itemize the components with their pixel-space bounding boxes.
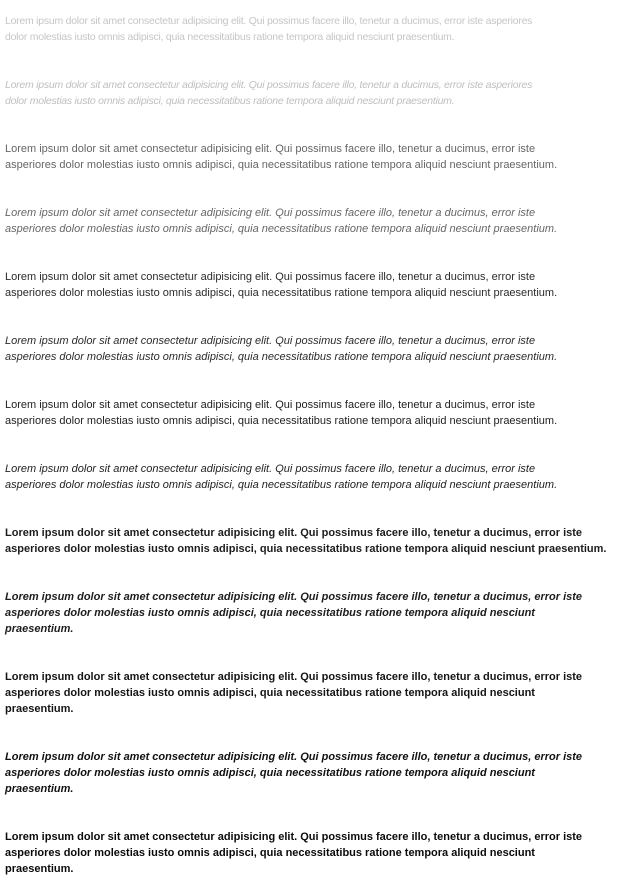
text-line: Lorem ipsum dolor sit amet consectetur adipisicing elit. Qui possimus facere illo, tenetur a ducimus, error iste (5, 399, 536, 411)
text-line: praesentium. (5, 783, 74, 795)
text-sample-medium-italic (5, 461, 557, 493)
text-sample-extrabold (5, 829, 582, 877)
text-line: Lorem ipsum dolor sit amet consectetur adipisicing elit. Qui possimus facere illo, tenetur a ducimus, error iste (5, 527, 583, 539)
text-line: praesentium. (5, 703, 74, 715)
text-line: dolor molestias iusto omnis adipisci, quia necessitatibus ratione tempora aliquid nesciunt praesentium. (5, 95, 455, 107)
text-line: asperiores dolor molestias iusto omnis adipisci, quia necessitatibus ratione tempora aliquid nesciunt (5, 847, 535, 859)
text-line: asperiores dolor molestias iusto omnis adipisci, quia necessitatibus ratione tempora aliquid nesciunt praesentium. (5, 351, 558, 363)
text-line: Lorem ipsum dolor sit amet consectetur adipisicing elit. Qui possimus facere illo, tenetur a ducimus, error iste (5, 335, 536, 347)
text-line: Lorem ipsum dolor sit amet consectetur adipisicing elit. Qui possimus facere illo, tenetur a ducimus, error iste asperiores (5, 15, 533, 27)
text-sample-regular-italic (5, 333, 557, 365)
text-line: asperiores dolor molestias iusto omnis adipisci, quia necessitatibus ratione tempora aliquid nesciunt (5, 607, 535, 619)
text-line: Lorem ipsum dolor sit amet consectetur adipisicing elit. Qui possimus facere illo, tenetur a ducimus, error iste asperiores (5, 79, 533, 91)
text-line: asperiores dolor molestias iusto omnis adipisci, quia necessitatibus ratione tempora aliquid nesciunt praesentium. (5, 223, 558, 235)
text-sample-bold (5, 669, 582, 717)
text-line: asperiores dolor molestias iusto omnis adipisci, quia necessitatibus ratione tempora aliquid nesciunt praesentium. (5, 415, 558, 427)
text-line: Lorem ipsum dolor sit amet consectetur adipisicing elit. Qui possimus facere illo, tenetur a ducimus, error iste (5, 143, 536, 155)
text-line: Lorem ipsum dolor sit amet consectetur adipisicing elit. Qui possimus facere illo, tenetur a ducimus, error iste (5, 271, 536, 283)
text-sample-semibold-italic (5, 589, 582, 637)
text-sample-thin-italic (5, 77, 532, 109)
text-line: asperiores dolor molestias iusto omnis adipisci, quia necessitatibus ratione tempora aliquid nesciunt (5, 767, 535, 779)
text-sample-light (5, 141, 557, 173)
text-line: dolor molestias iusto omnis adipisci, quia necessitatibus ratione tempora aliquid nesciunt praesentium. (5, 31, 455, 43)
text-sample-bold-italic (5, 749, 582, 797)
text-line: Lorem ipsum dolor sit amet consectetur adipisicing elit. Qui possimus facere illo, tenetur a ducimus, error iste (5, 671, 583, 683)
text-sample-medium (5, 397, 557, 429)
text-line: Lorem ipsum dolor sit amet consectetur adipisicing elit. Qui possimus facere illo, tenetur a ducimus, error iste (5, 463, 536, 475)
text-line: Lorem ipsum dolor sit amet consectetur adipisicing elit. Qui possimus facere illo, tenetur a ducimus, error iste (5, 831, 583, 843)
text-sample-thin (5, 13, 532, 45)
text-line: asperiores dolor molestias iusto omnis adipisci, quia necessitatibus ratione tempora aliquid nesciunt praesentium. (5, 159, 558, 171)
text-sample-light-italic (5, 205, 557, 237)
text-sample-regular (5, 269, 557, 301)
text-line: asperiores dolor molestias iusto omnis adipisci, quia necessitatibus ratione tempora aliquid nesciunt praesentium. (5, 287, 558, 299)
text-line: asperiores dolor molestias iusto omnis adipisci, quia necessitatibus ratione tempora aliquid nesciunt praesentium. (5, 543, 607, 555)
text-line: praesentium. (5, 863, 74, 875)
text-sample-semibold (5, 525, 607, 557)
text-line: asperiores dolor molestias iusto omnis adipisci, quia necessitatibus ratione tempora aliquid nesciunt (5, 687, 535, 699)
text-line: Lorem ipsum dolor sit amet consectetur adipisicing elit. Qui possimus facere illo, tenetur a ducimus, error iste (5, 751, 583, 763)
text-line: Lorem ipsum dolor sit amet consectetur adipisicing elit. Qui possimus facere illo, tenetur a ducimus, error iste (5, 207, 536, 219)
text-line: Lorem ipsum dolor sit amet consectetur adipisicing elit. Qui possimus facere illo, tenetur a ducimus, error iste (5, 591, 583, 603)
text-line: asperiores dolor molestias iusto omnis adipisci, quia necessitatibus ratione tempora aliquid nesciunt praesentium. (5, 479, 558, 491)
text-line: praesentium. (5, 623, 74, 635)
